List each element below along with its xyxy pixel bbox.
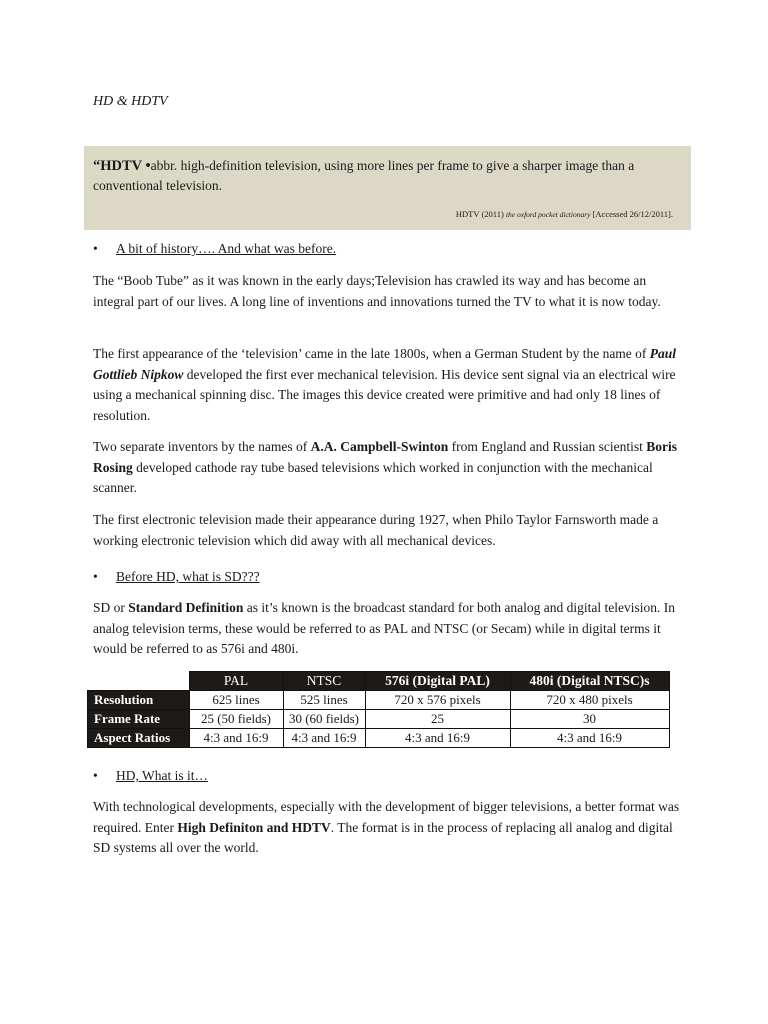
bold-term: High Definiton and HDTV xyxy=(177,819,331,835)
bullet-history-label: A bit of history…. And what was before. xyxy=(116,241,337,256)
bold-term: Standard Definition xyxy=(128,600,244,615)
paragraph-text xyxy=(93,797,683,859)
text-run: as it’s known is the broadcast standard for both analog and digital television. In analog television terms, these would be referred to as PAL and NTSC (or Secam) while in digital terms it would be referred to as 576i and 480i. xyxy=(93,600,675,656)
text-run: from England and Russian scientist xyxy=(448,439,647,454)
table-cell: 4:3 and 16:9 xyxy=(365,729,510,748)
bullet-sd-label: Before HD, what is SD??? xyxy=(116,569,260,584)
paragraph-text xyxy=(93,344,683,426)
definition-citation xyxy=(456,208,673,221)
citation-pre: HDTV (2011) xyxy=(455,209,506,219)
table-header: NTSC xyxy=(283,672,365,691)
table-cell: 4:3 and 16:9 xyxy=(510,729,669,748)
text-run: The first appearance of the ‘television’ came in the late 1800s, when a German Student by the name of xyxy=(93,346,650,361)
bullet-glyph: • xyxy=(93,768,98,783)
table-row xyxy=(88,710,670,729)
inventor-name: A.A. Campbell-Swinton xyxy=(310,439,449,454)
sd-standards-table xyxy=(87,671,670,748)
paragraph-text xyxy=(93,437,683,499)
table-cell: 30 xyxy=(510,710,669,729)
table-cell: 720 x 480 pixels xyxy=(510,691,669,710)
paragraph-crt xyxy=(93,437,683,499)
bullet-history xyxy=(93,240,336,258)
text-run: . The format is in the process of replacing all analog and digital SD systems all over the world. xyxy=(93,819,673,855)
bullet-glyph: • xyxy=(93,569,98,584)
citation-post: [Accessed 26/12/2011]. xyxy=(590,209,673,219)
paragraph-nipkow xyxy=(93,344,683,426)
table-corner xyxy=(88,672,190,691)
table-cell: 525 lines xyxy=(283,691,365,710)
row-header: Resolution xyxy=(88,691,190,710)
table-header-row xyxy=(88,672,670,691)
text-run: developed the first ever mechanical television. His device sent signal via an electrical wire using a mechanical spinning disc. The images this device created were primitive and had only 18 lines of resolution. xyxy=(93,366,676,423)
text-run: Two separate inventors by the names of xyxy=(93,439,311,454)
definition-text xyxy=(93,156,683,196)
table-cell: 4:3 and 16:9 xyxy=(283,729,365,748)
definition-term: HDTV xyxy=(100,158,142,174)
paragraph-text: The “Boob Tube” as it was known in the early days;Television has crawled its way and has become an integral part of our lives. A long line of inventions and innovations turned the TV to what it is now today. xyxy=(93,273,661,309)
text-run: developed cathode ray tube based televisions which worked in conjunction with the mechanical scanner. xyxy=(93,459,653,495)
row-header: Frame Rate xyxy=(88,710,190,729)
paragraph-boob-tube xyxy=(93,271,683,312)
bullet-hd-label: HD, What is it… xyxy=(116,768,208,783)
table-header: 480i (Digital NTSC)s xyxy=(510,672,669,691)
table-header: 576i (Digital PAL) xyxy=(365,672,510,691)
paragraph-sd xyxy=(93,598,683,660)
bullet-hd xyxy=(93,767,208,785)
bullet-glyph: • xyxy=(93,241,98,256)
paragraph-text: The first electronic television made their appearance during 1927, when Philo Taylor Farnsworth made a working electronic television which did away with all mechanical devices. xyxy=(93,512,659,548)
text-run: With technological developments, especially with the development of bigger televisions, a better format was required. Enter xyxy=(93,799,680,835)
definition-quote-box xyxy=(84,146,691,230)
quote-open: “ xyxy=(93,158,101,174)
table-cell: 625 lines xyxy=(189,691,283,710)
table-header: PAL xyxy=(189,672,283,691)
text-run: SD or xyxy=(93,600,129,615)
table-cell: 720 x 576 pixels xyxy=(365,691,510,710)
inventor-name: Paul Gottlieb Nipkow xyxy=(93,346,677,382)
citation-source: the oxford pocket dictionary xyxy=(505,210,591,219)
table-row xyxy=(88,729,670,748)
bullet-sd xyxy=(93,568,260,586)
table-row xyxy=(88,691,670,710)
definition-body: abbr. high-definition television, using more lines per frame to give a sharper image than a conventional television. xyxy=(93,158,635,193)
table-cell: 25 xyxy=(365,710,510,729)
row-header: Aspect Ratios xyxy=(88,729,190,748)
paragraph-farnsworth xyxy=(93,510,683,551)
page-title: HD & HDTV xyxy=(93,94,168,109)
table-cell: 30 (60 fields) xyxy=(283,710,365,729)
definition-separator: • xyxy=(141,158,151,174)
table-cell: 25 (50 fields) xyxy=(189,710,283,729)
paragraph-hd xyxy=(93,797,683,859)
table-cell: 4:3 and 16:9 xyxy=(189,729,283,748)
inventor-name: Boris Rosing xyxy=(93,439,678,475)
paragraph-text xyxy=(93,598,683,660)
